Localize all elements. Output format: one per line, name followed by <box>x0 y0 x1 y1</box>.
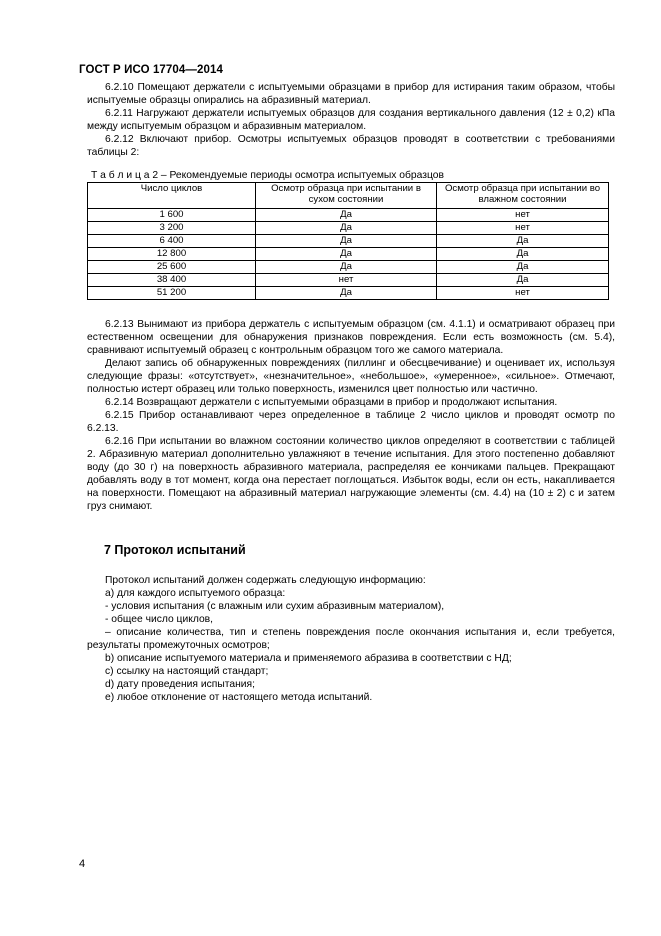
table-cell: 12 800 <box>88 248 256 261</box>
list-item: b) описание испытуемого материала и применяемого абразива в соответствии с НД; <box>105 653 512 664</box>
protocol-intro: Протокол испытаний должен содержать следующую информацию: <box>105 575 426 586</box>
list-item: - общее число циклов, <box>105 614 214 625</box>
document-header: ГОСТ Р ИСО 17704—2014 <box>79 64 224 76</box>
table-cell: Да <box>256 209 437 222</box>
paragraph-6-2-11: 6.2.11 Нагружают держатели испытуемых образцов для создания вертикального давления (12 ± 0,2) кПа между испытуемым образцом и абразивным материалом. <box>87 108 615 132</box>
table-cell: Да <box>437 274 609 287</box>
paragraph-6-2-14: 6.2.14 Возвращают держатели с испытуемыми образцами в прибор и продолжают испытания. <box>105 397 558 408</box>
table-cell: 38 400 <box>88 274 256 287</box>
table-row <box>88 248 609 261</box>
table-cell: Да <box>437 248 609 261</box>
table-header-row <box>88 183 609 209</box>
table-caption: Т а б л и ц а 2 – Рекомендуемые периоды осмотра испытуемых образцов <box>91 170 444 181</box>
paragraph-6-2-16: 6.2.16 При испытании во влажном состоянии количество циклов определяют в соответствии с таблицей 2. Абразивную материал дополнительно увлажняют в течение испытания. Для этого постепенно добавляют воду (до 30 г) на поверхность абразивного материала, распределяя ее кончиками пальцев. Прекращают добавлять воду в тот момент, когда она перестает поглощаться. Избыток воды, если он есть, накапливается на поверхности. Помещают на абразивный материал нагружающие элементы (см. 4.4) на (10 ± 2) с и затем груз снимают. <box>87 436 615 512</box>
table-cell: Да <box>256 222 437 235</box>
list-item: a) для каждого испытуемого образца: <box>105 588 286 599</box>
paragraph-6-2-15: 6.2.15 Прибор останавливают через определенное в таблице 2 число циклов и проводят осмотр по 6.2.13. <box>87 410 615 434</box>
list-item: c) ссылку на настоящий стандарт; <box>105 666 269 677</box>
table-row <box>88 287 609 300</box>
table-header-cell: Осмотр образца при испытании во влажном состоянии <box>437 183 609 209</box>
table-row <box>88 261 609 274</box>
table-row <box>88 274 609 287</box>
paragraph-6-2-10: 6.2.10 Помещают держатели с испытуемыми образцами в прибор для истирания таким образом, чтобы испытуемые образцы опирались на абразивный материал. <box>87 82 615 106</box>
inspection-table <box>87 182 609 300</box>
protocol-list <box>87 574 615 704</box>
table-cell: 6 400 <box>88 235 256 248</box>
table-cell: нет <box>437 222 609 235</box>
section-title: 7 Протокол испытаний <box>104 543 246 557</box>
list-item: d) дату проведения испытания; <box>105 679 255 690</box>
list-item: - условия испытания (с влажным или сухим абразивным материалом), <box>105 601 445 612</box>
list-item: e) любое отклонение от настоящего метода испытаний. <box>105 692 373 703</box>
table-cell: Да <box>256 287 437 300</box>
table-cell: 3 200 <box>88 222 256 235</box>
table-cell: 25 600 <box>88 261 256 274</box>
list-item: – описание количества, тип и степень повреждения после окончания испытания и, если требуется, результаты промежуточных осмотров; <box>87 627 615 651</box>
table-cell: нет <box>437 209 609 222</box>
table-row <box>88 222 609 235</box>
paragraph-record-damage: Делают запись об обнаруженных повреждениях (пиллинг и обесцвечивание) и оценивает их, используя следующие фразы: «отсутствует», «незначительное», «небольшое», «умеренное», «сильное». Отмечают, полностью истерт образец или только поверхность, изменился цвет полностью или частично. <box>87 358 615 395</box>
table-cell: Да <box>437 261 609 274</box>
table-cell: 1 600 <box>88 209 256 222</box>
table-cell: нет <box>256 274 437 287</box>
paragraphs-bottom <box>87 318 615 513</box>
paragraph-6-2-12: 6.2.12 Включают прибор. Осмотры испытуемых образцов проводят в соответствии с требованиями таблицы 2: <box>87 134 615 158</box>
table-cell: Да <box>256 261 437 274</box>
table-cell: Да <box>437 235 609 248</box>
table-cell: Да <box>256 248 437 261</box>
table-cell: 51 200 <box>88 287 256 300</box>
paragraphs-top <box>87 81 615 159</box>
table-row <box>88 235 609 248</box>
table-cell: нет <box>437 287 609 300</box>
page-number: 4 <box>79 858 86 870</box>
table-header-cell: Число циклов <box>88 183 256 209</box>
table-row <box>88 209 609 222</box>
table-header-cell: Осмотр образца при испытании в сухом состоянии <box>256 183 437 209</box>
table-cell: Да <box>256 235 437 248</box>
paragraph-6-2-13: 6.2.13 Вынимают из прибора держатель с испытуемым образцом (см. 4.1.1) и осматривают образец при естественном освещении для обнаружения признаков повреждения. Если есть возможность (см. 5.4), сравнивают испытуемый образец с контрольным образцом того же самого материала. <box>87 319 615 356</box>
